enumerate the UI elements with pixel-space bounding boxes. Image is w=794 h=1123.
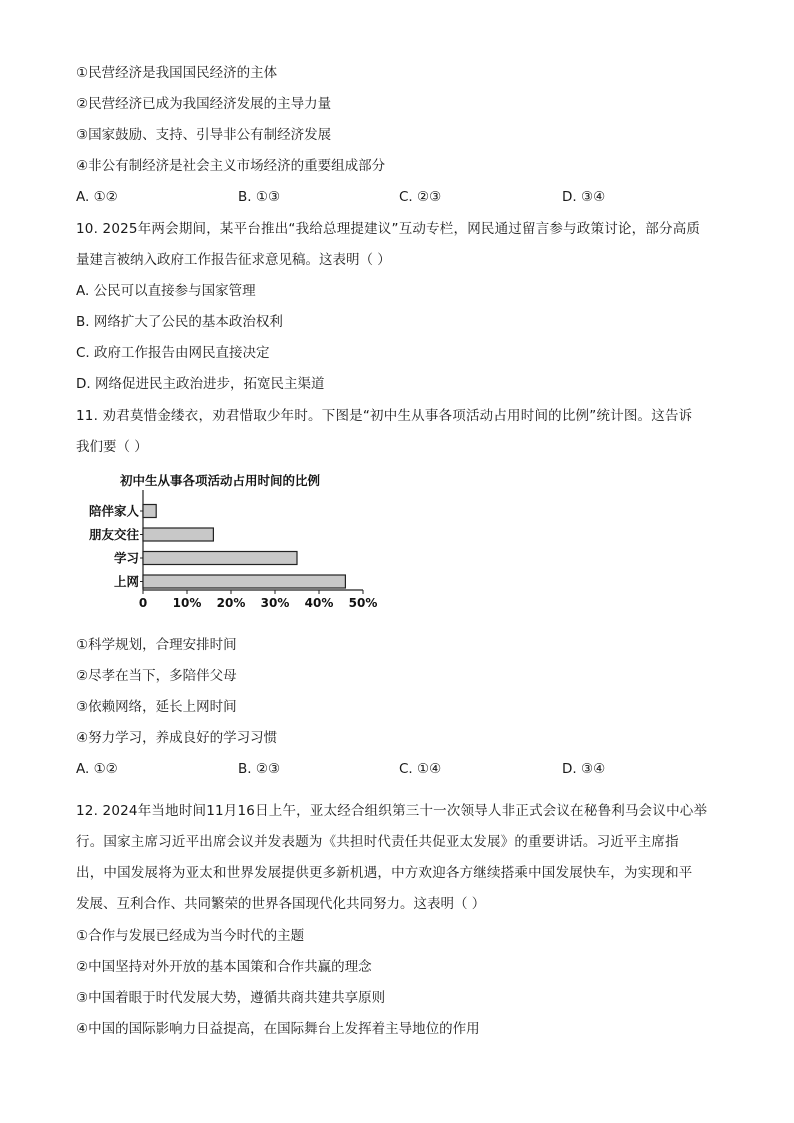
q11-choice-4: ④努力学习，养成良好的学习习惯 bbox=[76, 730, 278, 746]
q9-choice-4: ④非公有制经济是社会主义市场经济的重要组成部分 bbox=[76, 158, 386, 174]
x-tick-label-1: 0 bbox=[138, 596, 148, 610]
q11-option-d[interactable]: D. ③④ bbox=[562, 761, 606, 777]
bar-3 bbox=[143, 552, 297, 565]
q11-choice-2: ②尽孝在当下，多陪伴父母 bbox=[76, 668, 237, 684]
category-label-4: 上网 bbox=[113, 574, 139, 589]
bar-2 bbox=[143, 528, 213, 541]
x-tick-label-4: 30% bbox=[260, 596, 290, 610]
q10-option-c[interactable]: C. 政府工作报告由网民直接决定 bbox=[76, 345, 270, 361]
category-label-1: 陪伴家人 bbox=[88, 503, 139, 519]
q9-choice-2: ②民营经济已成为我国经济发展的主导力量 bbox=[76, 96, 332, 112]
q9-choice-3: ③国家鼓励、支持、引导非公有制经济发展 bbox=[76, 127, 332, 143]
q9-options bbox=[76, 188, 716, 206]
q11-stem-line-2: 我们要（ ） bbox=[76, 439, 148, 455]
q12-choice-4: ④中国的国际影响力日益提高，在国际舞台上发挥着主导地位的作用 bbox=[76, 1021, 480, 1037]
q9-option-a[interactable]: A. ①② bbox=[76, 189, 118, 205]
q12-choice-2: ②中国坚持对外开放的基本国策和合作共赢的理念 bbox=[76, 959, 372, 975]
q10-option-d[interactable]: D. 网络促进民主政治进步，拓宽民主渠道 bbox=[76, 376, 325, 392]
q10-option-b[interactable]: B. 网络扩大了公民的基本政治权利 bbox=[76, 314, 283, 330]
q12-stem-line-4: 发展、互利合作、共同繁荣的世界各国现代化共同努力。这表明（ ） bbox=[76, 896, 486, 912]
q9-option-c[interactable]: C. ②③ bbox=[399, 189, 442, 205]
q12-choice-3: ③中国着眼于时代发展大势，遵循共商共建共享原则 bbox=[76, 990, 386, 1006]
q12-stem-line-3: 出，中国发展将为亚太和世界发展提供更多新机遇，中方欢迎各方继续搭乘中国发展快车，为实现和平 bbox=[76, 865, 693, 881]
q11-option-b[interactable]: B. ②③ bbox=[238, 761, 281, 777]
bar-1 bbox=[143, 505, 156, 518]
bar-chart-svg bbox=[80, 470, 380, 620]
q10-stem-line-2: 量建言被纳入政府工作报告征求意见稿。这表明（ ） bbox=[76, 252, 391, 268]
activity-time-chart bbox=[80, 470, 380, 620]
chart-title: 初中生从事各项活动占用时间的比例 bbox=[120, 473, 321, 488]
category-label-3: 学习 bbox=[113, 550, 139, 566]
q12-stem-line-2: 行。国家主席习近平出席会议并发表题为《共担时代责任共促亚太发展》的重要讲话。习近平主席指 bbox=[76, 834, 679, 850]
x-tick-label-5: 40% bbox=[304, 596, 334, 610]
x-tick-label-6: 50% bbox=[348, 596, 378, 610]
q11-option-c[interactable]: C. ①④ bbox=[399, 761, 442, 777]
q12-stem-line-1: 12. 2024年当地时间11月16日上午，亚太经合组织第三十一次领导人非正式会议在秘鲁利马会议中心举 bbox=[76, 803, 708, 819]
q10-stem-line-1: 10. 2025年两会期间，某平台推出“我给总理提建议”互动专栏，网民通过留言参与政策讨论，部分高质 bbox=[76, 221, 701, 237]
q11-option-a[interactable]: A. ①② bbox=[76, 761, 118, 777]
q11-choice-3: ③依赖网络，延长上网时间 bbox=[76, 699, 237, 715]
x-tick-label-3: 20% bbox=[216, 596, 246, 610]
q9-choice-1: ①民营经济是我国国民经济的主体 bbox=[76, 65, 278, 81]
q9-option-b[interactable]: B. ①③ bbox=[238, 189, 281, 205]
q10-option-a[interactable]: A. 公民可以直接参与国家管理 bbox=[76, 283, 256, 299]
bar-4 bbox=[143, 575, 345, 588]
q12-choice-1: ①合作与发展已经成为当今时代的主题 bbox=[76, 928, 305, 944]
x-tick-label-2: 10% bbox=[172, 596, 202, 610]
q11-stem-line-1: 11. 劝君莫惜金缕衣，劝君惜取少年时。下图是“初中生从事各项活动占用时间的比例”统计图。这告诉 bbox=[76, 408, 693, 424]
q11-choice-1: ①科学规划，合理安排时间 bbox=[76, 637, 237, 653]
category-label-2: 朋友交往 bbox=[88, 527, 139, 542]
q9-option-d[interactable]: D. ③④ bbox=[562, 189, 606, 205]
q11-options bbox=[76, 760, 716, 778]
